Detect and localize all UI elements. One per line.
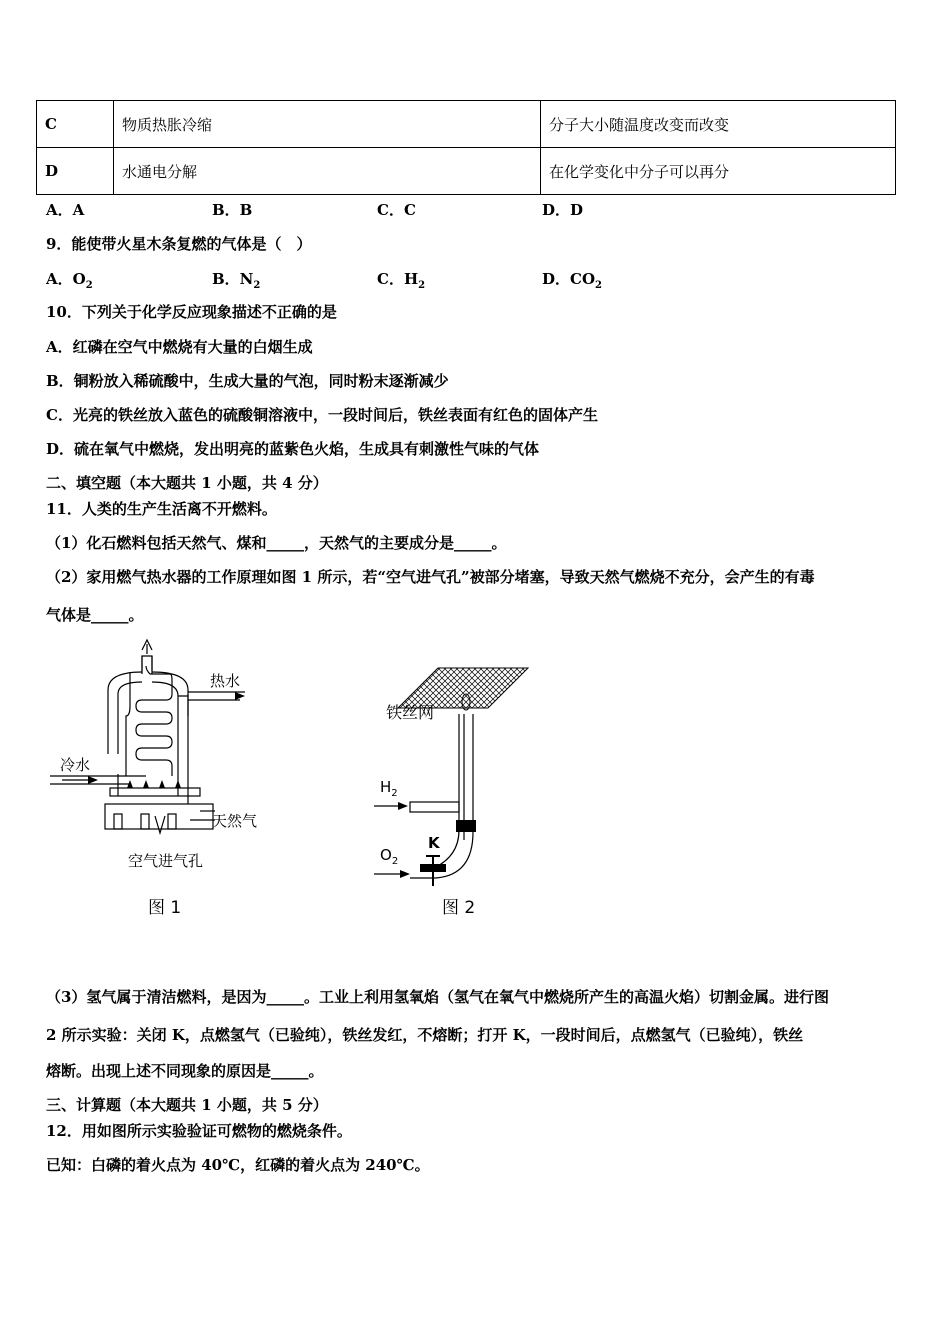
row-phenomenon: 水通电分解 bbox=[114, 148, 541, 195]
figure-1-caption: 图 1 bbox=[148, 898, 182, 918]
q8-option-c: C．C bbox=[377, 201, 416, 219]
label-hot-water: 热水 bbox=[210, 672, 241, 690]
q9-option-d: D．$CO_2$ bbox=[542, 270, 602, 291]
q11-part2-line1: （2）家用燃气热水器的工作原理如图 1 所示，若“空气进气孔”被部分堵塞，导致天然气燃烧不充分，会产生的有毒 bbox=[46, 568, 815, 586]
row-phenomenon: 物质热胀冷缩 bbox=[114, 101, 541, 148]
q9-stem: 9．能使带火星木条复燃的气体是（ ） bbox=[46, 235, 312, 253]
q10-option-d: D．硫在氧气中燃烧，发出明亮的蓝紫色火焰，生成具有刺激性气味的气体 bbox=[46, 440, 540, 458]
q10-stem: 10．下列关于化学反应现象描述不正确的是 bbox=[46, 303, 337, 321]
q9-option-c: C．$H_2$ bbox=[377, 270, 426, 291]
q9-option-b: B．$N_2$ bbox=[212, 270, 261, 291]
row-letter: C bbox=[37, 101, 114, 148]
q11-part1: （1）化石燃料包括天然气、煤和_____，天然气的主要成分是_____。 bbox=[46, 534, 507, 552]
q11-part3-line3: 熔断。出现上述不同现象的原因是_____。 bbox=[46, 1062, 324, 1080]
section-3-heading: 三、计算题（本大题共 1 小题，共 5 分） bbox=[46, 1096, 328, 1114]
q12-stem: 12．用如图所示实验验证可燃物的燃烧条件。 bbox=[46, 1122, 352, 1140]
answer-table bbox=[36, 100, 896, 195]
label-air-inlet: 空气进气孔 bbox=[128, 852, 204, 870]
q11-stem: 11．人类的生产生活离不开燃料。 bbox=[46, 500, 277, 518]
q10-option-a: A．红磷在空气中燃烧有大量的白烟生成 bbox=[46, 338, 313, 356]
q8-option-a: A．A bbox=[46, 201, 85, 219]
label-o2: $O_2$ bbox=[380, 846, 399, 867]
q8-option-d: D．D bbox=[542, 201, 584, 219]
q11-part2-line2: 气体是_____。 bbox=[46, 606, 144, 624]
table-row bbox=[37, 148, 896, 195]
figure-2-apparatus bbox=[370, 660, 540, 920]
label-k: K bbox=[428, 834, 440, 852]
label-cold-water: 冷水 bbox=[60, 756, 91, 774]
table-row bbox=[37, 101, 896, 148]
label-wire-mesh: 铁丝网 bbox=[386, 703, 435, 722]
q8-option-b: B．B bbox=[212, 201, 253, 219]
label-natural-gas: 天然气 bbox=[212, 812, 258, 830]
label-h2: $H_2$ bbox=[380, 778, 398, 799]
figure-2-caption: 图 2 bbox=[442, 898, 476, 918]
row-letter: D bbox=[37, 148, 114, 195]
q10-option-c: C．光亮的铁丝放入蓝色的硫酸铜溶液中，一段时间后，铁丝表面有红色的固体产生 bbox=[46, 406, 598, 424]
wire-mesh-icon bbox=[398, 668, 528, 708]
row-explanation: 分子大小随温度改变而改变 bbox=[541, 101, 896, 148]
q9-option-a: A．$O_2$ bbox=[46, 270, 93, 291]
q11-part3-line1: （3）氢气属于清洁燃料，是因为_____。工业上利用氢氧焰（氢气在氧气中燃烧所产生的高温火焰）切割金属。进行图 bbox=[46, 988, 829, 1006]
row-explanation: 在化学变化中分子可以再分 bbox=[541, 148, 896, 195]
q10-option-b: B．铜粉放入稀硫酸中，生成大量的气泡，同时粉末逐渐减少 bbox=[46, 372, 449, 390]
q12-known: 已知：白磷的着火点为 40℃，红磷的着火点为 240℃。 bbox=[46, 1156, 430, 1174]
figure-1-water-heater bbox=[50, 636, 280, 926]
q11-part3-line2: 2 所示实验：关闭 K，点燃氢气（已验纯），铁丝发红，不熔断；打开 K，一段时间后，点燃氢气（已验纯），铁丝 bbox=[46, 1026, 804, 1044]
section-2-heading: 二、填空题（本大题共 1 小题，共 4 分） bbox=[46, 474, 328, 492]
